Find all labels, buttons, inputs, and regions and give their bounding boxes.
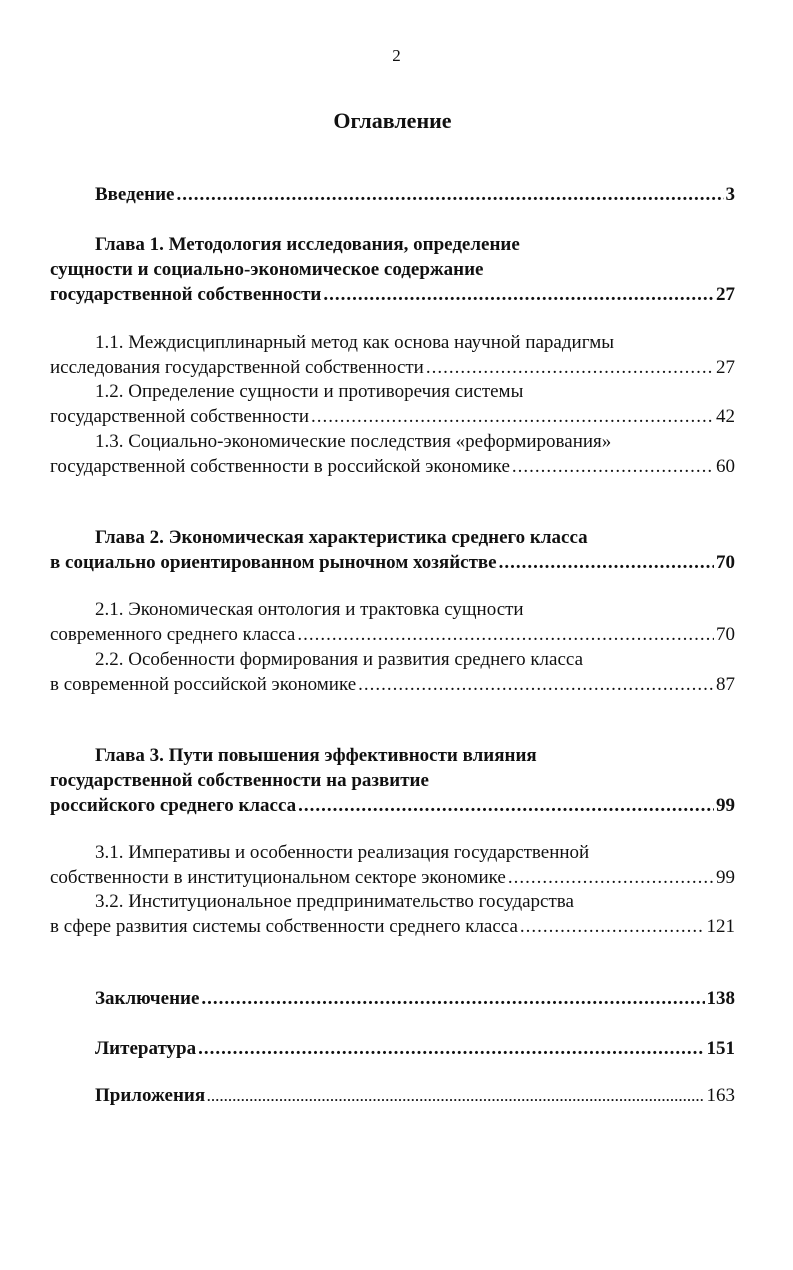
- toc-label: государственной собственности: [50, 284, 322, 305]
- dot-leader: [298, 793, 714, 818]
- toc-entry-section-2-2[interactable]: [50, 672, 735, 697]
- page-title: Оглавление: [333, 108, 452, 133]
- page-number: 2: [392, 46, 401, 65]
- toc-entry-chapter-1[interactable]: [50, 282, 735, 307]
- toc-page: 60: [716, 456, 735, 477]
- dot-leader: [358, 672, 714, 697]
- dot-leader: [520, 914, 705, 939]
- toc-label: Приложения: [95, 1085, 206, 1106]
- toc-label: государственной собственности в российской экономике: [50, 456, 510, 477]
- dot-leader: [311, 404, 714, 429]
- dot-leader: [508, 865, 714, 890]
- toc-label: в современной российской экономике: [50, 674, 357, 695]
- toc-page: 3: [725, 184, 735, 205]
- toc-page: 99: [716, 867, 735, 888]
- toc-page: 163: [706, 1085, 735, 1106]
- chapter-1-heading-line: Глава 1. Методология исследования, определение: [95, 234, 520, 255]
- dot-leader: [201, 986, 704, 1011]
- dot-leader: [426, 355, 714, 380]
- toc-label: исследования государственной собственности: [50, 357, 424, 378]
- toc-entry-section-1-1[interactable]: [50, 355, 735, 380]
- toc-entry-intro[interactable]: [95, 182, 735, 207]
- section-1-1-line: 1.1. Междисциплинарный метод как основа научной парадигмы: [95, 332, 615, 353]
- toc-page: 99: [716, 795, 735, 816]
- toc-page: 42: [716, 406, 735, 427]
- toc-entry-appendices[interactable]: [95, 1083, 735, 1109]
- toc-entry-section-1-3[interactable]: [50, 454, 735, 479]
- toc-label: Введение: [95, 184, 175, 205]
- toc-page: 87: [716, 674, 735, 695]
- section-2-2-line: 2.2. Особенности формирования и развития среднего класса: [95, 649, 583, 670]
- dot-leader: [512, 454, 714, 479]
- toc-page: 27: [716, 284, 735, 305]
- chapter-1-heading-line: сущности и социально-экономическое содержание: [50, 259, 484, 280]
- dot-leader: [323, 282, 714, 307]
- toc-entry-chapter-2[interactable]: [50, 550, 735, 575]
- toc-entry-literature[interactable]: [95, 1036, 735, 1061]
- chapter-3-heading-line: государственной собственности на развитие: [50, 770, 429, 791]
- toc-entry-section-3-2[interactable]: [50, 914, 735, 939]
- toc-page: 151: [706, 1038, 735, 1059]
- toc-page: 70: [716, 552, 735, 573]
- toc-entry-chapter-3[interactable]: [50, 793, 735, 818]
- section-2-1-line: 2.1. Экономическая онтология и трактовка сущности: [95, 599, 524, 620]
- toc-page: 121: [706, 916, 735, 937]
- toc-label: государственной собственности: [50, 406, 310, 427]
- toc-page: 70: [716, 624, 735, 645]
- toc-label: Заключение: [95, 988, 200, 1009]
- toc-label: современного среднего класса: [50, 624, 296, 645]
- dot-leader: [207, 1084, 704, 1109]
- dot-leader: [297, 622, 714, 647]
- toc-entry-section-1-2[interactable]: [50, 404, 735, 429]
- toc-label: Литература: [95, 1038, 197, 1059]
- toc-label: собственности в институциональном секторе экономике: [50, 867, 506, 888]
- section-3-1-line: 3.1. Императивы и особенности реализация государственной: [95, 842, 590, 863]
- toc-entry-section-2-1[interactable]: [50, 622, 735, 647]
- toc-entry-conclusion[interactable]: [95, 986, 735, 1011]
- dot-leader: [499, 550, 714, 575]
- toc-label: российского среднего класса: [50, 795, 297, 816]
- toc-entry-section-3-1[interactable]: [50, 865, 735, 890]
- section-1-2-line: 1.2. Определение сущности и противоречия системы: [95, 381, 524, 402]
- section-3-2-line: 3.2. Институциональное предпринимательство государства: [95, 891, 574, 912]
- toc-page: 27: [716, 357, 735, 378]
- toc-label: в социально ориентированном рыночном хозяйстве: [50, 552, 497, 573]
- toc-label: в сфере развития системы собственности среднего класса: [50, 916, 518, 937]
- toc-page: 138: [706, 988, 735, 1009]
- chapter-2-heading-line: Глава 2. Экономическая характеристика среднего класса: [95, 527, 588, 548]
- dot-leader: [177, 182, 724, 207]
- section-1-3-line: 1.3. Социально-экономические последствия «реформирования»: [95, 431, 612, 452]
- chapter-3-heading-line: Глава 3. Пути повышения эффективности влияния: [95, 745, 537, 766]
- dot-leader: [198, 1036, 704, 1061]
